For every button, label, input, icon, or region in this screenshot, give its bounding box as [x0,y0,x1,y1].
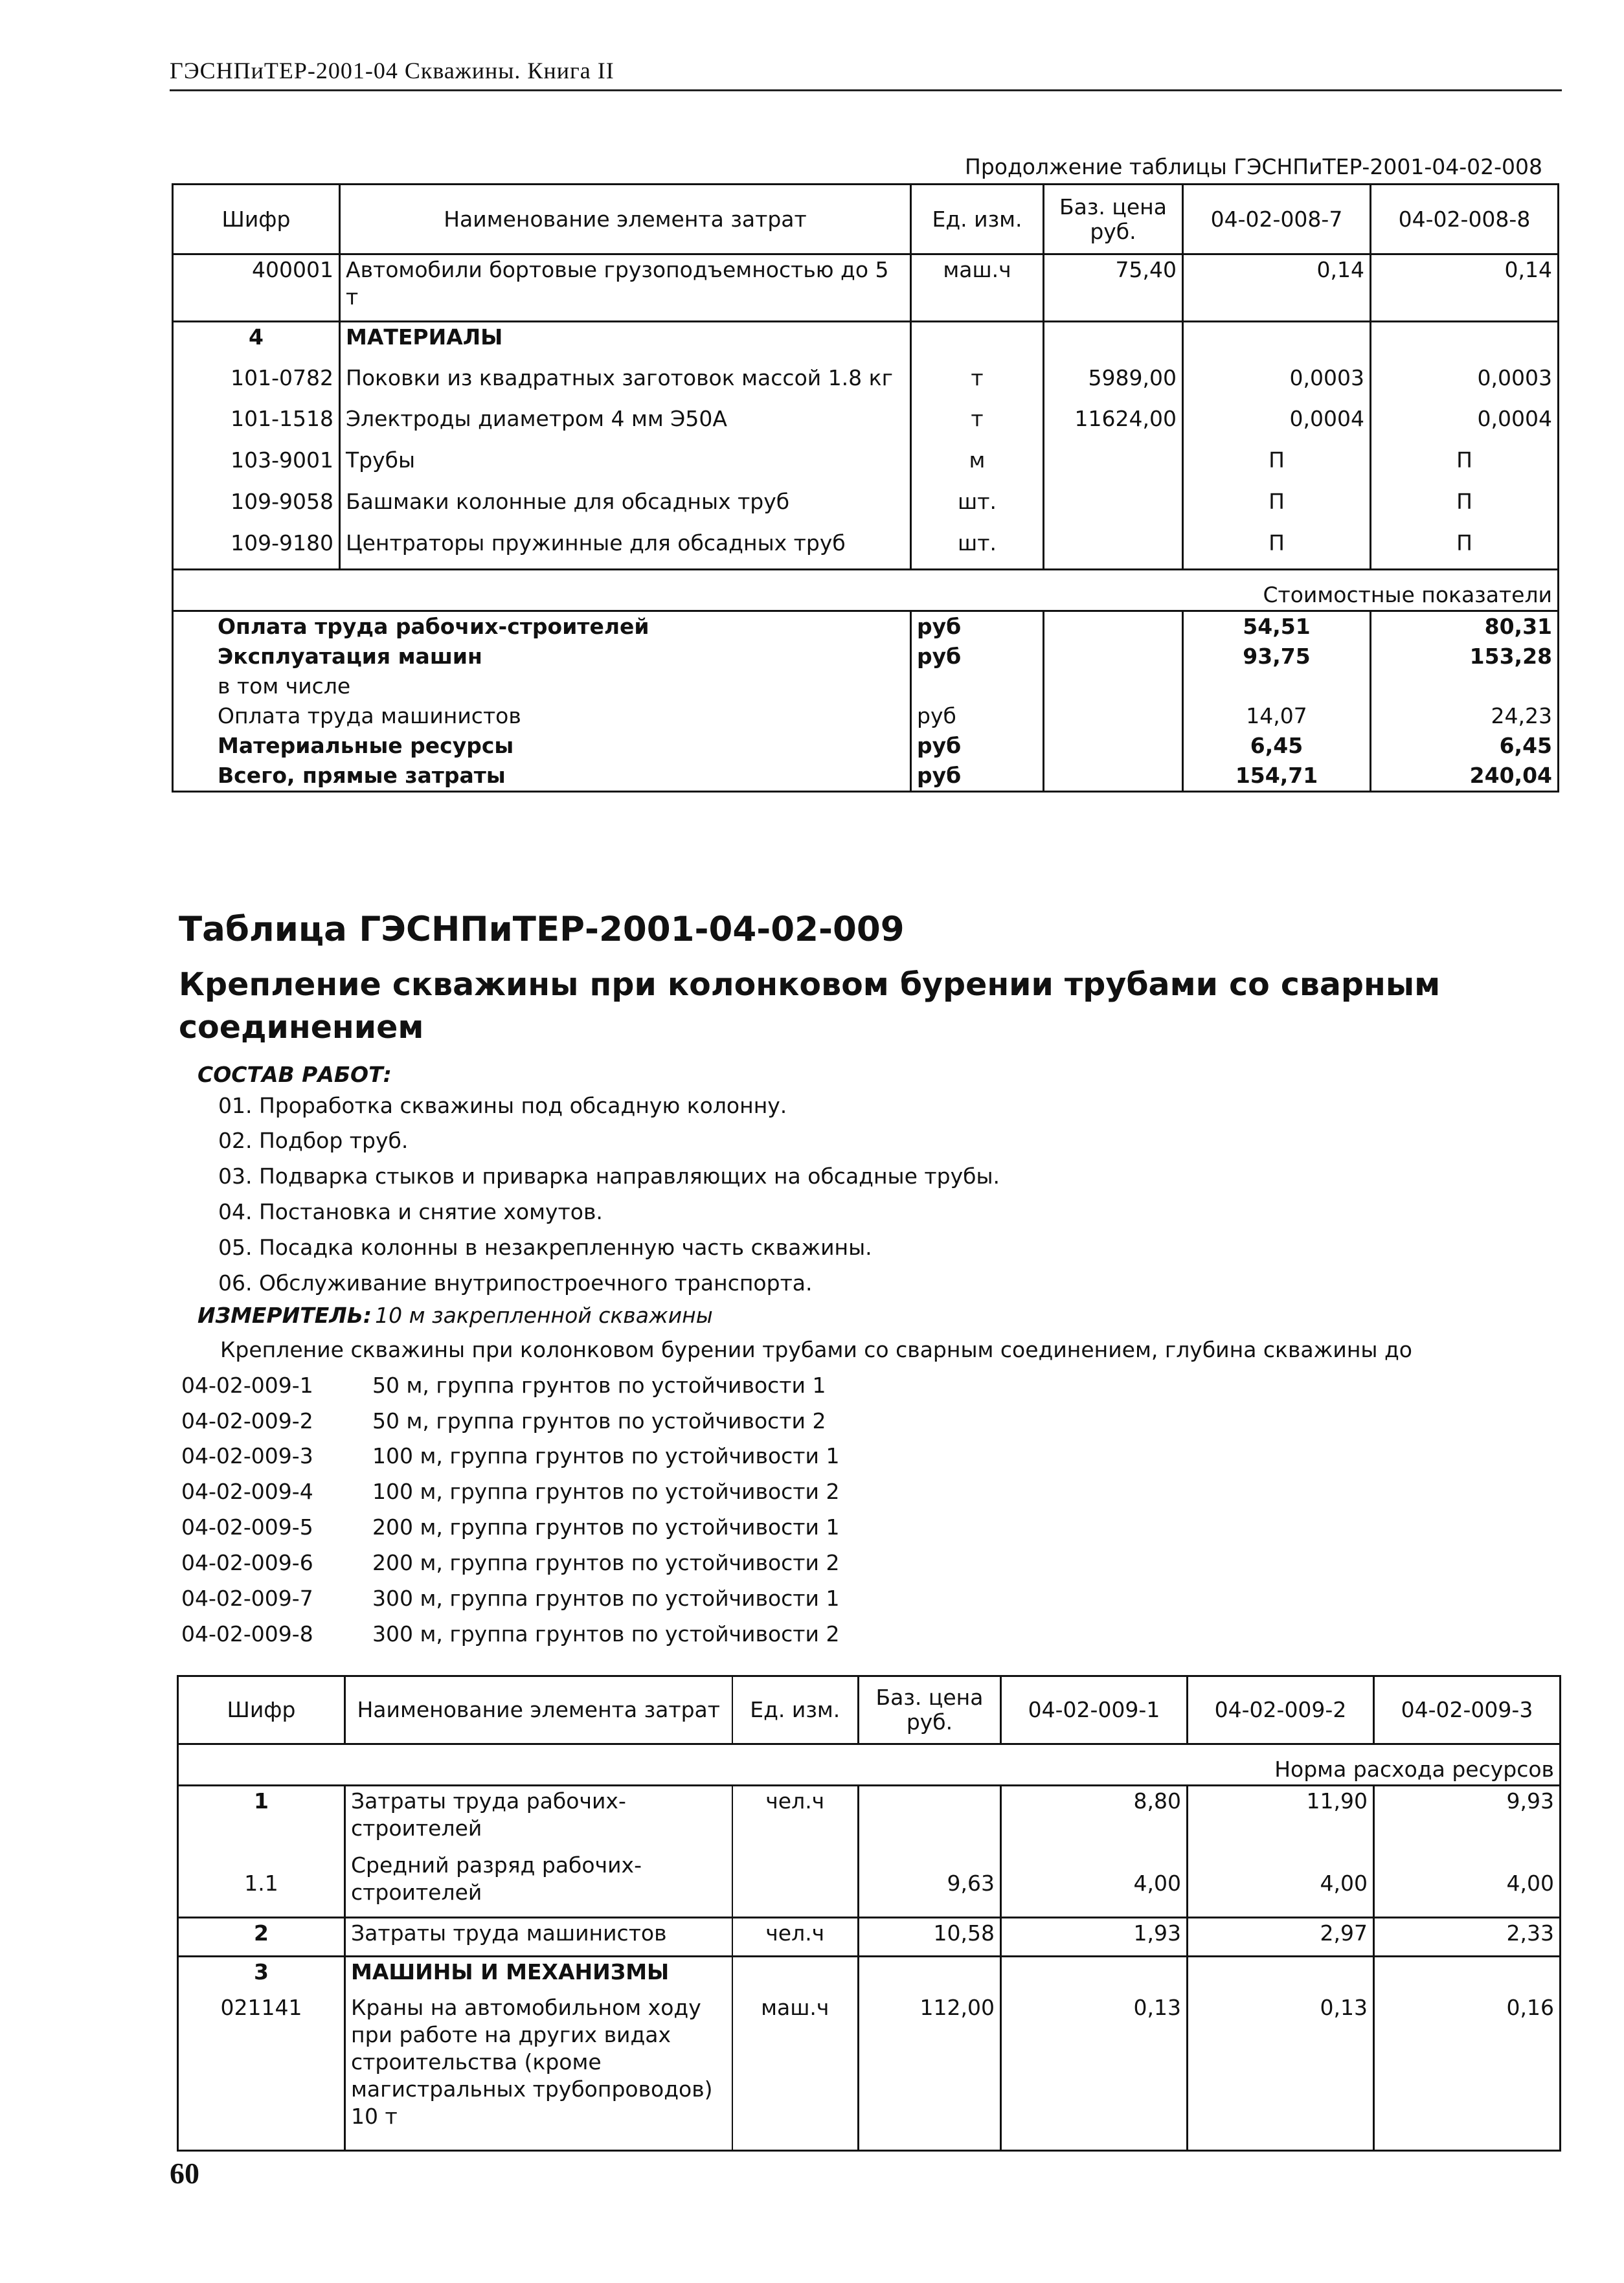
cell-code: 2 [254,1920,269,1946]
cell-code: 4 [249,324,264,350]
cell-value [1183,322,1371,363]
variant-code: 04-02-009-6 [181,1550,313,1575]
cell-code: 101-1518 [231,405,333,431]
cell-code: 101-0782 [231,365,333,390]
variant-desc: 50 м, группа грунтов по устойчивости 1 [372,1373,826,1398]
page-number: 60 [170,2157,199,2190]
table-row [178,1957,1561,1993]
variant-code: 04-02-009-8 [181,1621,313,1647]
cell-unit: шт. [911,487,1044,528]
cell-unit [732,1957,859,1993]
cell-unit [911,322,1044,363]
variant-code: 04-02-009-7 [181,1586,313,1611]
cost-value [1183,671,1371,701]
cell-code: 103-9001 [231,447,333,473]
header-rule [170,89,1562,91]
measure-line [197,1303,713,1328]
cost-value: 14,07 [1183,701,1371,731]
table-header-row [173,185,1559,254]
cost-value: 54,51 [1183,611,1371,642]
cost-value: 93,75 [1183,642,1371,671]
cell-value: 4,00 [1001,1850,1188,1918]
table-row [178,1993,1561,2151]
cell-value: П [1371,445,1559,487]
header-col-1: 04-02-008-7 [1183,185,1371,254]
header-code: Шифр [178,1676,345,1744]
cell-name: Затраты труда рабочих-строителей [345,1786,732,1850]
cost-value: 24,23 [1371,701,1559,731]
cell-name: Трубы [340,445,911,487]
header-price: Баз. цена руб. [859,1676,1001,1744]
cell-value: 8,80 [1001,1786,1188,1850]
cost-unit: руб [911,731,1044,761]
cell-value: П [1371,528,1559,570]
cost-row [173,611,1559,642]
variant-desc: 100 м, группа грунтов по устойчивости 1 [372,1443,840,1468]
work-item: 02. Подбор труб. [218,1128,409,1153]
cell-unit: т [911,404,1044,445]
cost-price [1044,671,1183,701]
variants-description: Крепление скважины при колонковом бурении трубами со сварным соединением, глубина скважины до [220,1337,1412,1362]
cost-row [173,642,1559,671]
table-header-row [178,1676,1561,1744]
cell-unit: м [911,445,1044,487]
cell-name: МАШИНЫ И МЕХАНИЗМЫ [345,1957,732,1993]
cell-price: 10,58 [859,1918,1001,1957]
cell-name: Башмаки колонные для обсадных труб [340,487,911,528]
table-row [173,254,1559,322]
table-title: Таблица ГЭСНПиТЕР-2001-04-02-009 [179,910,905,949]
variant-code: 04-02-009-5 [181,1514,313,1540]
table-row [173,487,1559,528]
header-name: Наименование элемента затрат [345,1676,732,1744]
cost-value [1371,671,1559,701]
cell-value: 2,97 [1188,1918,1374,1957]
cell-price [859,1957,1001,1993]
cell-unit [732,1850,859,1918]
variant-desc: 300 м, группа грунтов по устойчивости 1 [372,1586,840,1611]
cell-value [1374,1957,1561,1993]
cell-value: 11,90 [1188,1786,1374,1850]
cost-unit [911,671,1044,701]
table-row [173,363,1559,404]
cell-value: П [1183,445,1371,487]
cell-code: 3 [254,1959,269,1985]
variant-code: 04-02-009-1 [181,1373,313,1398]
measure-value: 10 м закрепленной скважины [375,1303,713,1328]
cell-value: 0,13 [1188,1993,1374,2151]
cost-label: Эксплуатация машин [218,644,482,669]
cell-value: 0,14 [1183,254,1371,322]
table-row [173,528,1559,570]
variant-code: 04-02-009-2 [181,1408,313,1434]
cost-value: 80,31 [1371,611,1559,642]
cost-value: 6,45 [1371,731,1559,761]
cell-value [1001,1957,1188,1993]
cost-price [1044,731,1183,761]
cost-row [173,761,1559,792]
table-row [178,1786,1561,1850]
cell-code: 109-9180 [231,530,333,556]
cell-name: Затраты труда машинистов [345,1918,732,1957]
cost-row [173,701,1559,731]
cost-price [1044,761,1183,792]
work-composition-label: СОСТАВ РАБОТ: [197,1062,392,1087]
cell-value [1188,1957,1374,1993]
cell-name: Электроды диаметром 4 мм Э50А [340,404,911,445]
cell-price [1044,487,1183,528]
variant-desc: 300 м, группа грунтов по устойчивости 2 [372,1621,840,1647]
cost-price [1044,642,1183,671]
table-row [173,445,1559,487]
cost-unit: руб [911,761,1044,792]
work-item: 01. Проработка скважины под обсадную колонну. [218,1093,787,1118]
variant-desc: 200 м, группа грунтов по устойчивости 1 [372,1514,840,1540]
cell-value: 0,16 [1374,1993,1561,2151]
work-item: 04. Постановка и снятие хомутов. [218,1199,603,1224]
running-header: ГЭСНПиТЕР-2001-04 Скважины. Книга II [170,58,615,84]
cell-code: 109-9058 [231,488,333,514]
table-row [178,1850,1561,1918]
cost-price [1044,701,1183,731]
cell-value: 0,14 [1371,254,1559,322]
cell-price: 75,40 [1044,254,1183,322]
cost-label: Всего, прямые затраты [218,763,506,788]
variant-code: 04-02-009-3 [181,1443,313,1468]
header-col-1: 04-02-009-1 [1001,1676,1188,1744]
cost-unit: руб [911,642,1044,671]
table-row [173,404,1559,445]
cell-value: 9,93 [1374,1786,1561,1850]
cell-name: Краны на автомобильном ходу при работе на других видах строительства (кроме магистральных трубопроводов) 10 т [345,1993,732,2151]
cost-price [1044,611,1183,642]
work-item: 06. Обслуживание внутрипостроечного транспорта. [218,1270,813,1296]
cell-code: 021141 [220,1994,302,2020]
cell-value: 0,0004 [1183,404,1371,445]
work-item: 03. Подварка стыков и приварка направляющих на обсадные трубы. [218,1164,1000,1189]
variant-desc: 200 м, группа грунтов по устойчивости 2 [372,1550,840,1575]
cell-price [1044,322,1183,363]
cell-value: 2,33 [1374,1918,1561,1957]
cost-value: 154,71 [1183,761,1371,792]
cell-value: П [1183,528,1371,570]
header-price: Баз. цена руб. [1044,185,1183,254]
cost-header: Стоимостные показатели [1263,582,1552,607]
cell-value: 4,00 [1374,1850,1561,1918]
header-code: Шифр [173,185,340,254]
variant-desc: 100 м, группа грунтов по устойчивости 2 [372,1479,840,1504]
cell-name: Поковки из квадратных заготовок массой 1.8 кг [340,363,911,404]
variant-code: 04-02-009-4 [181,1479,313,1504]
cell-value: 4,00 [1188,1850,1374,1918]
table-row [173,322,1559,363]
cell-price: 112,00 [859,1993,1001,2151]
cell-unit: маш.ч [911,254,1044,322]
cell-price [859,1786,1001,1850]
header-unit: Ед. изм. [911,185,1044,254]
cell-code: 1.1 [244,1870,278,1896]
cell-value: П [1183,487,1371,528]
measure-label: ИЗМЕРИТЕЛЬ: [197,1303,372,1328]
table-row [178,1918,1561,1957]
cell-name: Автомобили бортовые грузоподъемностью до 5 т [340,254,911,322]
cost-unit: руб [911,701,1044,731]
cost-value: 6,45 [1183,731,1371,761]
cell-value: 1,93 [1001,1918,1188,1957]
header-col-2: 04-02-008-8 [1371,185,1559,254]
table-009 [177,1675,1561,2152]
cell-name: МАТЕРИАЛЫ [340,322,911,363]
cost-unit: руб [911,611,1044,642]
cell-unit: шт. [911,528,1044,570]
variant-desc: 50 м, группа грунтов по устойчивости 2 [372,1408,826,1434]
cell-unit: т [911,363,1044,404]
norm-header-row [178,1744,1561,1786]
cell-unit: маш.ч [732,1993,859,2151]
header-name: Наименование элемента затрат [340,185,911,254]
cell-value: 0,0003 [1183,363,1371,404]
cell-name: Центраторы пружинные для обсадных труб [340,528,911,570]
cell-price: 5989,00 [1044,363,1183,404]
table-008-continuation [172,183,1559,793]
table-subtitle: Крепление скважины при колонковом бурении трубами со сварным соединением [179,966,1441,1046]
cell-price: 11624,00 [1044,404,1183,445]
continuation-note: Продолжение таблицы ГЭСНПиТЕР-2001-04-02-008 [965,154,1543,179]
cell-code: 400001 [252,257,333,282]
cost-label: Оплата труда рабочих-строителей [218,614,649,639]
cost-row [173,671,1559,701]
norm-header: Норма расхода ресурсов [178,1744,1561,1786]
header-col-2: 04-02-009-2 [1188,1676,1374,1744]
cost-label: в том числе [218,673,351,699]
cell-value: 0,13 [1001,1993,1188,2151]
cell-value [1371,322,1559,363]
cell-unit: чел.ч [732,1918,859,1957]
cell-price [1044,528,1183,570]
cell-name: Средний разряд рабочих-строителей [345,1850,732,1918]
cost-header-row [173,570,1559,611]
cell-value: 0,0003 [1371,363,1559,404]
cell-price: 9,63 [859,1850,1001,1918]
cost-label: Материальные ресурсы [218,733,514,758]
cost-row [173,731,1559,761]
cost-value: 240,04 [1371,761,1559,792]
cost-value: 153,28 [1371,642,1559,671]
cell-code: 1 [254,1788,269,1814]
cost-label: Оплата труда машинистов [218,703,521,728]
work-item: 05. Посадка колонны в незакрепленную часть скважины. [218,1235,872,1260]
cell-price [1044,445,1183,487]
cell-value: П [1371,487,1559,528]
cell-value: 0,0004 [1371,404,1559,445]
header-unit: Ед. изм. [732,1676,859,1744]
cell-unit: чел.ч [732,1786,859,1850]
header-col-3: 04-02-009-3 [1374,1676,1561,1744]
